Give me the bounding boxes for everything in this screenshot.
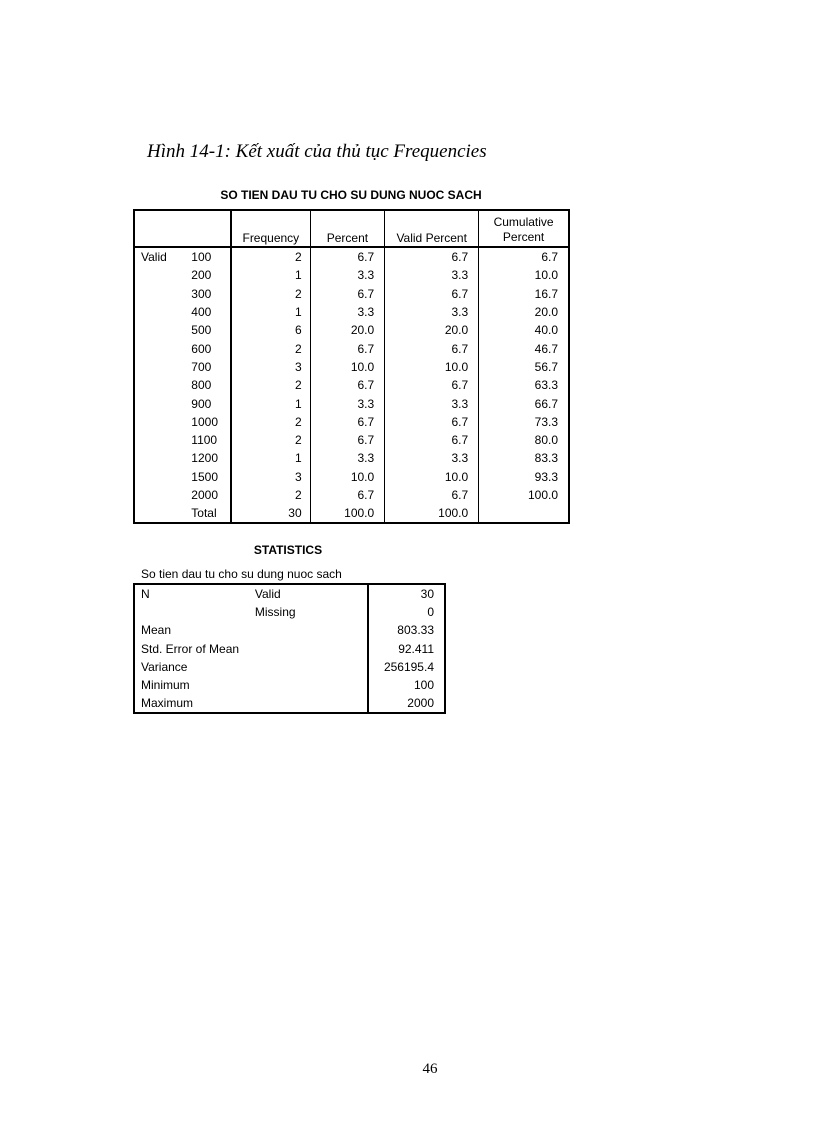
frequency-table-row [134, 358, 569, 376]
frequency-cell: 3 [231, 468, 310, 486]
frequency-cell: 2 [231, 413, 310, 431]
frequency-table-row [134, 266, 569, 284]
percent-cell: 6.7 [310, 247, 385, 266]
value-label-cell: Total [191, 506, 217, 521]
frequency-cell: 2 [231, 339, 310, 357]
frequency-cell: 2 [231, 376, 310, 394]
statistics-row [134, 658, 445, 676]
cumulative-percent-cell: 66.7 [479, 394, 569, 412]
cumulative-percent-cell [479, 504, 569, 523]
statistic-value: 2000 [368, 694, 445, 713]
cumulative-percent-cell: 63.3 [479, 376, 569, 394]
header-percent: Percent [310, 210, 385, 247]
group-label-cell [134, 504, 188, 523]
valid-percent-cell: 6.7 [385, 486, 479, 504]
cumulative-percent-cell: 6.7 [479, 247, 569, 266]
valid-percent-cell: 6.7 [385, 431, 479, 449]
valid-percent-cell: 6.7 [385, 413, 479, 431]
value-label-cell: 2000 [191, 488, 218, 502]
frequency-table-body [134, 247, 569, 523]
statistic-sublabel: Missing [254, 605, 296, 620]
valid-percent-cell: 3.3 [385, 266, 479, 284]
frequency-table-row [134, 504, 569, 523]
frequency-table-row [134, 339, 569, 357]
valid-percent-cell: 3.3 [385, 303, 479, 321]
frequency-cell: 2 [231, 285, 310, 303]
frequency-table-row [134, 285, 569, 303]
statistic-label: Mean [141, 623, 172, 638]
statistics-row [134, 676, 445, 694]
group-label-cell [134, 358, 188, 376]
group-label-cell [134, 266, 188, 284]
valid-percent-cell: 6.7 [385, 339, 479, 357]
percent-cell: 6.7 [310, 285, 385, 303]
group-label-cell [134, 431, 188, 449]
valid-percent-cell: 3.3 [385, 449, 479, 467]
statistics-table-body [134, 584, 445, 713]
frequency-table-row [134, 431, 569, 449]
cumulative-percent-cell: 73.3 [479, 413, 569, 431]
valid-percent-cell: 10.0 [385, 358, 479, 376]
valid-percent-cell: 6.7 [385, 247, 479, 266]
group-label-cell [134, 303, 188, 321]
frequency-cell: 2 [231, 247, 310, 266]
statistic-value: 92.411 [368, 640, 445, 658]
statistics-subtitle: So tien dau tu cho su dung nuoc sach [141, 567, 342, 581]
header-valid-percent: Valid Percent [385, 210, 479, 247]
statistic-value: 0 [368, 603, 445, 621]
percent-cell: 10.0 [310, 468, 385, 486]
value-label-cell: 700 [191, 359, 212, 374]
frequency-table-row [134, 413, 569, 431]
valid-percent-cell: 10.0 [385, 468, 479, 486]
frequency-table-header-row [134, 210, 569, 247]
value-label-cell: 1500 [191, 469, 218, 484]
frequency-cell: 1 [231, 266, 310, 284]
percent-cell: 6.7 [310, 376, 385, 394]
group-label-cell [134, 449, 188, 467]
cumulative-percent-cell: 40.0 [479, 321, 569, 339]
cumulative-percent-cell: 16.7 [479, 285, 569, 303]
frequency-table-row [134, 468, 569, 486]
group-label-cell [134, 394, 188, 412]
frequency-cell: 3 [231, 358, 310, 376]
frequency-table-row [134, 376, 569, 394]
cumulative-percent-cell: 20.0 [479, 303, 569, 321]
statistic-label: Std. Error of Mean [141, 641, 240, 656]
percent-cell: 6.7 [310, 431, 385, 449]
statistics-title: STATISTICS [253, 543, 323, 557]
cumulative-percent-cell: 46.7 [479, 339, 569, 357]
statistic-label: Variance [141, 659, 188, 674]
statistic-sublabel: Valid [254, 587, 281, 602]
statistic-label [134, 603, 255, 621]
group-label-cell [134, 468, 188, 486]
statistics-row [134, 603, 445, 621]
value-label-cell: 1200 [191, 451, 218, 466]
statistic-value: 30 [368, 584, 445, 603]
percent-cell: 10.0 [310, 358, 385, 376]
percent-cell: 3.3 [310, 266, 385, 284]
value-label-cell: 1000 [191, 414, 218, 429]
statistics-row [134, 621, 445, 639]
frequency-table-title: SO TIEN DAU TU CHO SU DUNG NUOC SACH [220, 188, 482, 202]
frequency-cell: 2 [231, 431, 310, 449]
statistics-table [133, 583, 446, 714]
frequency-cell: 1 [231, 394, 310, 412]
valid-percent-cell: 100.0 [385, 504, 479, 523]
percent-cell: 3.3 [310, 394, 385, 412]
frequency-table-row [134, 449, 569, 467]
percent-cell: 3.3 [310, 303, 385, 321]
cumulative-percent-cell: 10.0 [479, 266, 569, 284]
value-label-cell: 900 [191, 396, 212, 411]
group-label-cell: Valid [141, 250, 167, 265]
percent-cell: 6.7 [310, 413, 385, 431]
value-label-cell: 1100 [191, 433, 218, 448]
value-label-cell: 200 [191, 268, 212, 283]
group-label-cell [134, 339, 188, 357]
header-frequency: Frequency [231, 210, 310, 247]
cumulative-percent-cell: 83.3 [479, 449, 569, 467]
statistic-label: N [141, 587, 150, 602]
cumulative-percent-cell: 56.7 [479, 358, 569, 376]
statistic-value: 256195.4 [368, 658, 445, 676]
valid-percent-cell: 20.0 [385, 321, 479, 339]
header-empty-cell [134, 210, 188, 247]
percent-cell: 3.3 [310, 449, 385, 467]
frequency-table-row [134, 486, 569, 504]
statistic-value: 100 [368, 676, 445, 694]
statistics-row [134, 694, 445, 713]
value-label-cell: 300 [191, 286, 212, 301]
frequency-cell: 30 [231, 504, 310, 523]
group-label-cell [134, 321, 188, 339]
group-label-cell [134, 376, 188, 394]
frequency-cell: 2 [231, 486, 310, 504]
valid-percent-cell: 6.7 [385, 285, 479, 303]
cumulative-percent-cell: 80.0 [479, 431, 569, 449]
group-label-cell [134, 413, 188, 431]
valid-percent-cell: 3.3 [385, 394, 479, 412]
percent-cell: 100.0 [310, 504, 385, 523]
cumulative-percent-cell: 100.0 [479, 486, 569, 504]
frequency-table-row [134, 394, 569, 412]
frequency-table [133, 209, 570, 524]
value-label-cell: 600 [191, 341, 212, 356]
value-label-cell: 800 [191, 378, 212, 393]
group-label-cell [134, 285, 188, 303]
frequency-cell: 1 [231, 303, 310, 321]
header-cumulative-percent: Cumulative Percent [479, 210, 569, 247]
percent-cell: 6.7 [310, 339, 385, 357]
figure-caption: Hình 14-1: Kết xuất của thủ tục Frequencies [147, 141, 487, 162]
frequency-table-row [134, 303, 569, 321]
frequency-cell: 6 [231, 321, 310, 339]
statistics-row [134, 584, 445, 603]
statistics-row [134, 640, 445, 658]
frequency-table-row [134, 247, 569, 266]
statistic-label: Maximum [141, 696, 194, 711]
group-label-cell [134, 486, 188, 504]
value-label-cell: 500 [191, 323, 212, 338]
value-label-cell: 400 [191, 305, 212, 320]
valid-percent-cell: 6.7 [385, 376, 479, 394]
statistic-value: 803.33 [368, 621, 445, 639]
cumulative-percent-cell: 93.3 [479, 468, 569, 486]
value-label-cell: 100 [191, 250, 212, 265]
page-number: 46 [422, 1061, 438, 1077]
header-empty-cell [188, 210, 231, 247]
frequency-table-row [134, 321, 569, 339]
frequency-cell: 1 [231, 449, 310, 467]
percent-cell: 6.7 [310, 486, 385, 504]
statistic-label: Minimum [141, 678, 190, 693]
percent-cell: 20.0 [310, 321, 385, 339]
